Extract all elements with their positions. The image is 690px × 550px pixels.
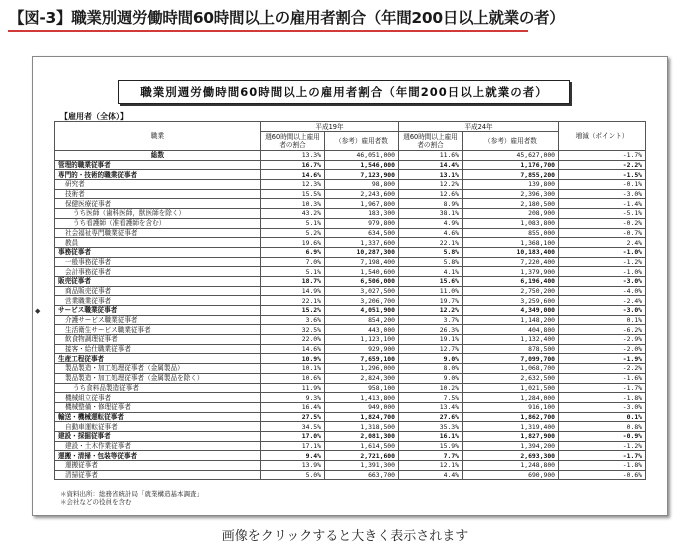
row-value: 11.9% [261, 383, 325, 393]
header-year-h19: 平成19年 [261, 122, 399, 132]
row-value: -6.2% [559, 325, 646, 335]
row-value: 916,100 [463, 402, 559, 412]
row-label: 管理的職業従事者 [55, 160, 261, 170]
table-row [55, 228, 646, 238]
header-workers-h24: （参考）雇用者数 [463, 132, 559, 151]
table-row [55, 189, 646, 199]
row-value: 1,318,500 [325, 422, 399, 432]
row-value: -3.0% [559, 306, 646, 316]
row-label: 販売従事者 [55, 276, 261, 286]
row-value: 1,824,700 [325, 412, 399, 422]
row-value: 4,349,000 [463, 306, 559, 316]
row-value: 13.9% [261, 461, 325, 471]
row-value: 7,659,100 [325, 354, 399, 364]
row-value: -0.1% [559, 180, 646, 190]
header-year-h24: 平成24年 [399, 122, 559, 132]
table-row [55, 267, 646, 277]
click-to-enlarge-caption[interactable]: 画像をクリックすると大きく表示されます [221, 529, 469, 544]
header-share-h19: 週60時間以上雇用者の割合 [261, 132, 325, 151]
row-value: 1,148,200 [463, 315, 559, 325]
row-value: 2,396,300 [463, 189, 559, 199]
row-value: 18.7% [261, 276, 325, 286]
table-row [55, 238, 646, 248]
row-value: 5.1% [261, 218, 325, 228]
row-value: 19.7% [399, 296, 463, 306]
row-label: 機械整備・修理従事者 [55, 402, 261, 412]
row-value: 9.0% [399, 354, 463, 364]
row-label: 生産工程従事者 [55, 354, 261, 364]
row-value: -1.8% [559, 393, 646, 403]
row-value: -4.0% [559, 286, 646, 296]
row-value: -1.7% [559, 151, 646, 161]
row-value: 35.3% [399, 422, 463, 432]
row-value: 13.3% [261, 151, 325, 161]
row-value: 183,300 [325, 209, 399, 219]
row-value: 15.5% [261, 189, 325, 199]
row-label: 運搬・清掃・包装等従事者 [55, 451, 261, 461]
row-value: 5.8% [399, 257, 463, 267]
row-label: 介護サービス職業従事者 [55, 315, 261, 325]
table-row [55, 276, 646, 286]
row-value: 4.9% [399, 218, 463, 228]
row-label: 総数 [55, 151, 261, 161]
table-row [55, 393, 646, 403]
row-label: 製品製造・加工処理従事者（金属製品を除く） [55, 373, 261, 383]
row-value: 27.5% [261, 412, 325, 422]
row-value: -1.4% [559, 199, 646, 209]
row-value: 854,200 [325, 315, 399, 325]
table-row [55, 306, 646, 316]
row-value: 1,123,100 [325, 335, 399, 345]
row-label: 飲食物調理従事者 [55, 335, 261, 345]
row-value: 26.3% [399, 325, 463, 335]
row-value: 10.2% [399, 383, 463, 393]
row-value: 10.6% [261, 373, 325, 383]
row-value: 2.4% [559, 238, 646, 248]
row-value: 4.4% [399, 470, 463, 480]
row-label: 会計事務従事者 [55, 267, 261, 277]
row-value: 1,021,500 [463, 383, 559, 393]
row-value: -3.0% [559, 276, 646, 286]
row-value: 1,379,900 [463, 267, 559, 277]
row-value: 1,248,800 [463, 461, 559, 471]
row-label: 建設・採掘従事者 [55, 431, 261, 441]
row-value: 443,000 [325, 325, 399, 335]
row-value: 0.1% [559, 412, 646, 422]
row-value: 10,183,400 [463, 247, 559, 257]
row-label: 機械組立従事者 [55, 393, 261, 403]
row-value: 22.1% [399, 238, 463, 248]
row-value: 22.1% [261, 296, 325, 306]
row-label: 自動車運転従事者 [55, 422, 261, 432]
row-value: 12.1% [399, 461, 463, 471]
table-row [55, 209, 646, 219]
row-value: 45,627,000 [463, 151, 559, 161]
row-label: 保健医療従事者 [55, 199, 261, 209]
heading-underline [8, 30, 528, 32]
row-value: 929,900 [325, 344, 399, 354]
table-row [55, 170, 646, 180]
row-label: うち看護師（准看護師を含む） [55, 218, 261, 228]
row-value: 12.7% [399, 344, 463, 354]
page-title: 職業別週労働時間60時間以上の雇用者割合（年間200日以上就業の者） [71, 9, 565, 27]
table-row [55, 344, 646, 354]
row-label: 営業職業従事者 [55, 296, 261, 306]
row-value: -1.2% [559, 257, 646, 267]
row-value: 4.6% [399, 228, 463, 238]
section-caption: 【雇用者（全体）】 [60, 112, 128, 121]
table-row [55, 325, 646, 335]
row-label: 教員 [55, 238, 261, 248]
header-workers-h19: （参考）雇用者数 [325, 132, 399, 151]
row-value: 404,800 [463, 325, 559, 335]
header-share-h24: 週60時間以上雇用者の割合 [399, 132, 463, 151]
table-row [55, 402, 646, 412]
row-value: 7,198,400 [325, 257, 399, 267]
row-value: 15.6% [399, 276, 463, 286]
row-value: 9.0% [399, 373, 463, 383]
row-value: 4,051,900 [325, 306, 399, 316]
row-value: 1,827,900 [463, 431, 559, 441]
row-value: 17.0% [261, 431, 325, 441]
row-value: 8.9% [399, 199, 463, 209]
row-label: 接客・給仕職業従事者 [55, 344, 261, 354]
row-value: 1,132,400 [463, 335, 559, 345]
row-label: 技術者 [55, 189, 261, 199]
table-row [55, 335, 646, 345]
table-row [55, 160, 646, 170]
notes [60, 490, 203, 506]
row-value: 19.1% [399, 335, 463, 345]
row-value: 1,176,700 [463, 160, 559, 170]
page-heading [9, 6, 564, 28]
row-value: -3.0% [559, 402, 646, 412]
row-value: 38.1% [399, 209, 463, 219]
row-value: 13.4% [399, 402, 463, 412]
row-value: 979,800 [325, 218, 399, 228]
row-value: 32.5% [261, 325, 325, 335]
row-value: 878,500 [463, 344, 559, 354]
row-value: 7,099,700 [463, 354, 559, 364]
row-value: -0.6% [559, 470, 646, 480]
table-row [55, 199, 646, 209]
row-value: 12.2% [399, 306, 463, 316]
table-row [55, 151, 646, 161]
row-value: 1,368,100 [463, 238, 559, 248]
row-value: 634,500 [325, 228, 399, 238]
row-value: 0.8% [559, 422, 646, 432]
row-value: 7.5% [399, 393, 463, 403]
table-row [55, 218, 646, 228]
row-value: 16.4% [261, 402, 325, 412]
row-value: 5.0% [261, 470, 325, 480]
table-row [55, 461, 646, 471]
row-value: 22.0% [261, 335, 325, 345]
row-value: 1,284,000 [463, 393, 559, 403]
table-row [55, 412, 646, 422]
row-value: 12.2% [399, 180, 463, 190]
row-value: 1,083,800 [463, 218, 559, 228]
table-row [55, 451, 646, 461]
row-value: -1.6% [559, 373, 646, 383]
row-label: うち食料品製造従事者 [55, 383, 261, 393]
row-value: 14.6% [261, 170, 325, 180]
row-value: 2,824,300 [325, 373, 399, 383]
row-value: -0.2% [559, 218, 646, 228]
row-value: 16.7% [261, 160, 325, 170]
row-value: 949,000 [325, 402, 399, 412]
header-change: 増減（ポイント） [559, 122, 646, 151]
row-label: 事務従事者 [55, 247, 261, 257]
table-row [55, 354, 646, 364]
row-label: 製品製造・加工処理従事者（金属製品） [55, 364, 261, 374]
side-marker-icon: ◆ [35, 307, 41, 315]
row-value: 46,051,000 [325, 151, 399, 161]
row-label: 輸送・機械運転従事者 [55, 412, 261, 422]
table-row [55, 296, 646, 306]
row-value: 2,721,600 [325, 451, 399, 461]
row-value: 11.6% [399, 151, 463, 161]
row-value: 1,394,200 [463, 441, 559, 451]
row-value: 10.9% [261, 354, 325, 364]
row-value: 15.2% [261, 306, 325, 316]
row-value: 7.7% [399, 451, 463, 461]
row-value: -1.8% [559, 461, 646, 471]
row-value: -5.1% [559, 209, 646, 219]
note-officers: ＊会社などの役員を含む [60, 498, 132, 506]
row-value: 1,337,600 [325, 238, 399, 248]
row-value: 9.4% [261, 451, 325, 461]
row-value: 690,900 [463, 470, 559, 480]
row-value: 16.1% [399, 431, 463, 441]
row-value: 855,000 [463, 228, 559, 238]
table-row [55, 431, 646, 441]
row-value: 14.4% [399, 160, 463, 170]
row-value: 4.1% [399, 267, 463, 277]
row-value: 3.6% [261, 315, 325, 325]
row-value: 13.1% [399, 170, 463, 180]
document-title: 職業別週労働時間60時間以上の雇用者割合（年間200日以上就業の者） [118, 80, 570, 104]
row-value: 1,540,600 [325, 267, 399, 277]
table-row [55, 373, 646, 383]
row-label: 商品販売従事者 [55, 286, 261, 296]
row-value: -1.0% [559, 267, 646, 277]
row-value: 3,259,600 [463, 296, 559, 306]
row-value: 14.6% [261, 344, 325, 354]
row-value: 7,855,200 [463, 170, 559, 180]
row-value: -1.2% [559, 441, 646, 451]
row-value: 17.1% [261, 441, 325, 451]
row-value: 34.5% [261, 422, 325, 432]
table-row [55, 315, 646, 325]
row-value: 3,027,500 [325, 286, 399, 296]
row-value: 208,900 [463, 209, 559, 219]
row-value: 6,506,000 [325, 276, 399, 286]
row-value: 3.7% [399, 315, 463, 325]
row-value: 2,243,600 [325, 189, 399, 199]
row-value: 6,196,400 [463, 276, 559, 286]
row-value: 7,220,400 [463, 257, 559, 267]
row-value: 1,546,000 [325, 160, 399, 170]
row-value: 12.3% [261, 180, 325, 190]
header-occupation: 職業 [55, 122, 261, 151]
row-value: -0.9% [559, 431, 646, 441]
row-value: 2,750,200 [463, 286, 559, 296]
table-row [55, 257, 646, 267]
row-value: 1,614,500 [325, 441, 399, 451]
row-value: 8.0% [399, 364, 463, 374]
row-value: -1.9% [559, 354, 646, 364]
row-value: 5.8% [399, 247, 463, 257]
row-label: うち医師（歯科医師，獣医師を除く） [55, 209, 261, 219]
row-label: 社会福祉専門職業従事者 [55, 228, 261, 238]
note-source: ＊資料出所：総務省統計局「就業構造基本調査」 [60, 490, 203, 498]
row-value: -2.2% [559, 160, 646, 170]
table-row [55, 383, 646, 393]
row-value: -1.7% [559, 383, 646, 393]
row-value: 7.0% [261, 257, 325, 267]
row-label: 研究者 [55, 180, 261, 190]
row-value: 1,862,700 [463, 412, 559, 422]
table-row [55, 422, 646, 432]
table-row [55, 364, 646, 374]
row-value: 98,800 [325, 180, 399, 190]
row-value: 1,296,000 [325, 364, 399, 374]
row-value: 1,068,700 [463, 364, 559, 374]
row-value: 1,413,800 [325, 393, 399, 403]
row-value: -2.2% [559, 364, 646, 374]
table-row [55, 470, 646, 480]
row-value: 43.2% [261, 209, 325, 219]
row-label: 一般事務従事者 [55, 257, 261, 267]
row-label: 専門的・技術的職業従事者 [55, 170, 261, 180]
row-value: -3.0% [559, 189, 646, 199]
table-row [55, 441, 646, 451]
row-value: 27.6% [399, 412, 463, 422]
row-value: 5.1% [261, 267, 325, 277]
row-value: -2.9% [559, 335, 646, 345]
row-value: 2,081,300 [325, 431, 399, 441]
row-value: 3,206,700 [325, 296, 399, 306]
row-value: 1,967,800 [325, 199, 399, 209]
row-value: 12.6% [399, 189, 463, 199]
row-value: -0.7% [559, 228, 646, 238]
row-label: サービス職業従事者 [55, 306, 261, 316]
row-value: 958,100 [325, 383, 399, 393]
row-value: -1.5% [559, 170, 646, 180]
row-label: 生活衛生サービス職業従事者 [55, 325, 261, 335]
row-value: 6.9% [261, 247, 325, 257]
row-label: 運搬従事者 [55, 461, 261, 471]
row-value: 10.3% [261, 199, 325, 209]
row-value: 139,800 [463, 180, 559, 190]
row-value: 11.0% [399, 286, 463, 296]
row-value: 2,693,300 [463, 451, 559, 461]
employment-table [54, 121, 646, 480]
row-value: 10.1% [261, 364, 325, 374]
row-value: 0.1% [559, 315, 646, 325]
row-value: 663,700 [325, 470, 399, 480]
row-value: 19.6% [261, 238, 325, 248]
row-value: 10,287,300 [325, 247, 399, 257]
table-row [55, 286, 646, 296]
figure-label: 【図-3】 [9, 9, 72, 27]
row-value: 9.3% [261, 393, 325, 403]
row-value: -2.4% [559, 296, 646, 306]
row-value: 1,319,400 [463, 422, 559, 432]
row-value: -1.7% [559, 451, 646, 461]
row-value: 7,123,900 [325, 170, 399, 180]
row-value: -1.0% [559, 247, 646, 257]
row-value: 15.9% [399, 441, 463, 451]
row-value: 1,391,300 [325, 461, 399, 471]
row-value: 2,180,500 [463, 199, 559, 209]
row-value: 2,632,500 [463, 373, 559, 383]
table-row [55, 247, 646, 257]
table-row [55, 180, 646, 190]
row-value: -2.0% [559, 344, 646, 354]
row-value: 5.2% [261, 228, 325, 238]
row-label: 建設・土木作業従事者 [55, 441, 261, 451]
row-value: 14.9% [261, 286, 325, 296]
row-label: 清掃従事者 [55, 470, 261, 480]
